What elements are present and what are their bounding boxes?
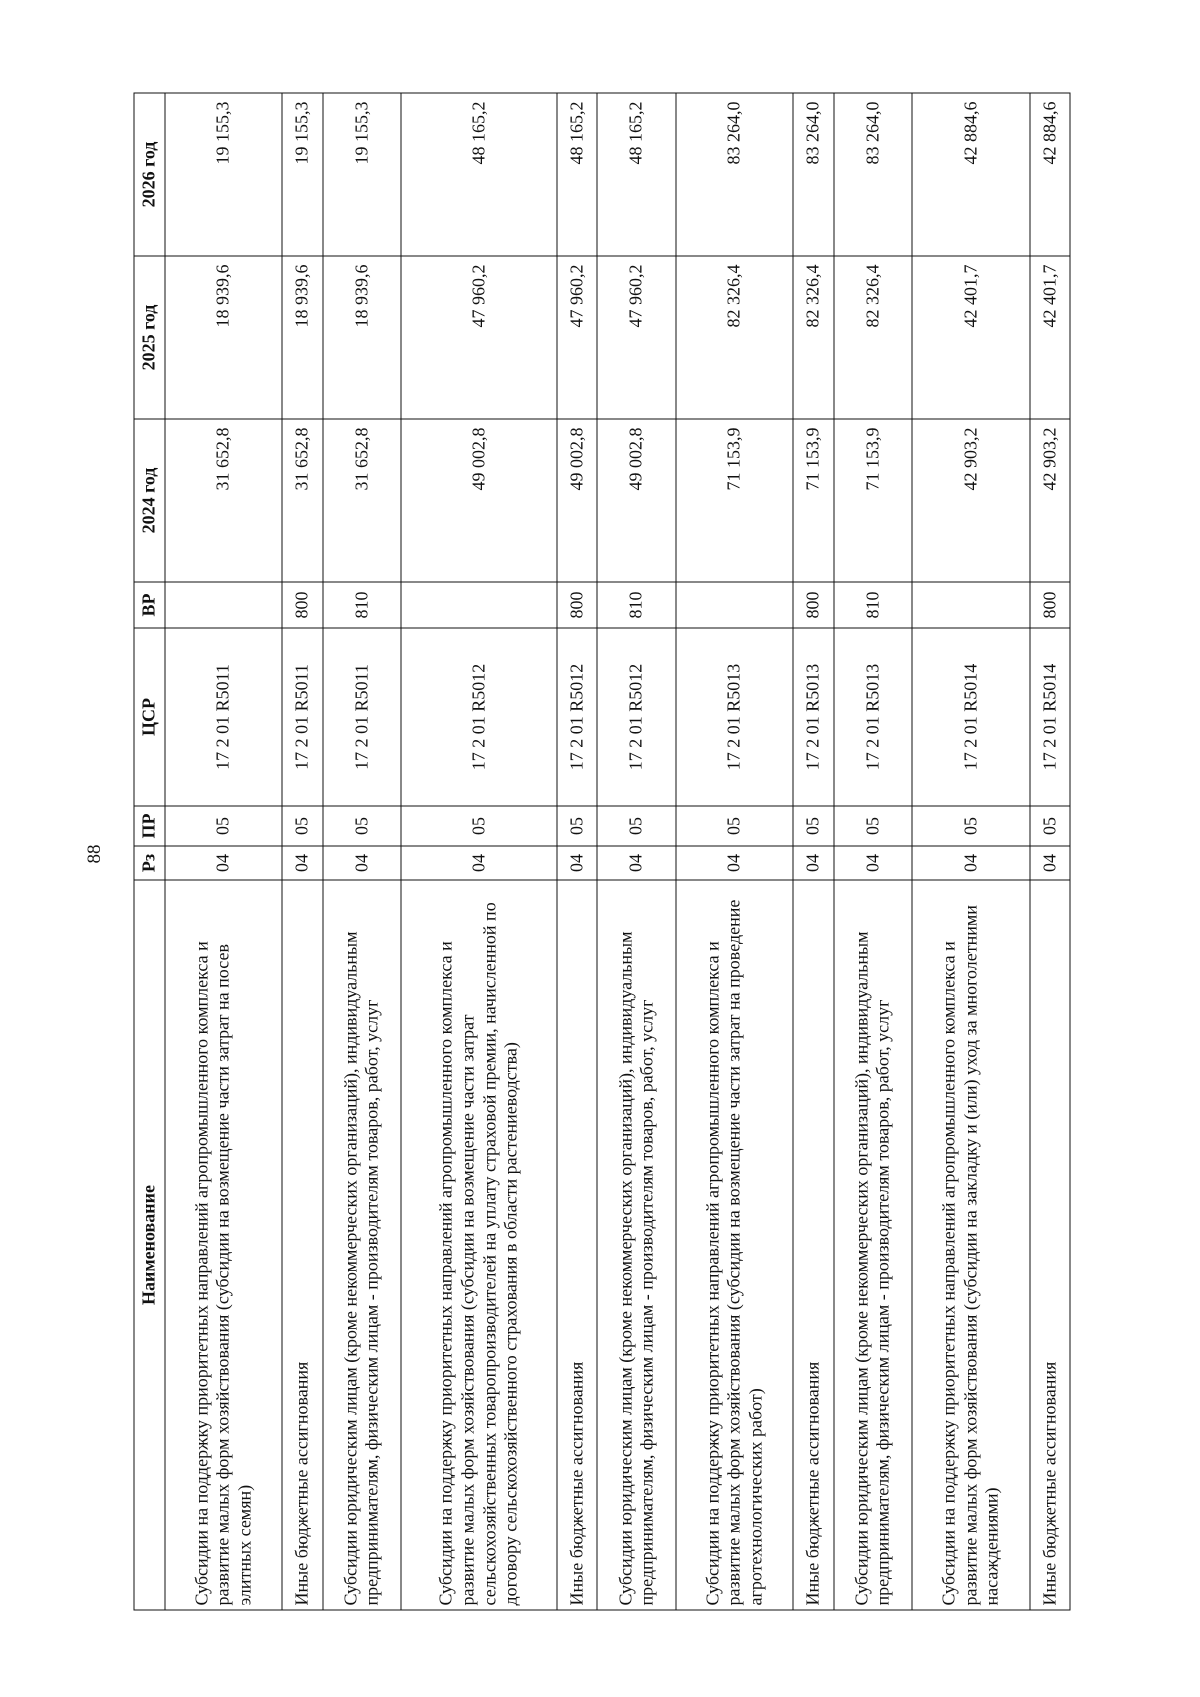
cell-2024: 71 153,9 [833,419,912,582]
header-rz: Рз [134,846,165,880]
cell-pr: 05 [676,806,793,846]
table-header [134,93,165,1610]
header-pr: ПР [134,806,165,846]
cell-2025: 82 326,4 [793,256,833,419]
cell-rz: 04 [676,846,793,880]
cell-pr: 05 [322,806,401,846]
cell-2025: 18 939,6 [322,256,401,419]
cell-2025: 82 326,4 [833,256,912,419]
cell-pr: 05 [597,806,676,846]
cell-2024: 42 903,2 [1029,419,1069,582]
cell-csr: 17 2 01 R5011 [282,628,322,806]
cell-rz: 04 [322,846,401,880]
cell-2026: 83 264,0 [793,93,833,256]
cell-2024: 49 002,8 [597,419,676,582]
cell-vr: 810 [833,582,912,628]
cell-2026: 19 155,3 [322,93,401,256]
header-name: Наименование [134,880,165,1610]
cell-name: Иные бюджетные ассигнования [793,880,833,1610]
cell-2025: 18 939,6 [165,256,282,419]
header-2025: 2025 год [134,256,165,419]
table-row [282,93,322,1610]
cell-2024: 49 002,8 [557,419,597,582]
cell-csr: 17 2 01 R5011 [322,628,401,806]
header-vr: ВР [134,582,165,628]
cell-2026: 83 264,0 [676,93,793,256]
cell-2025: 42 401,7 [912,256,1029,419]
cell-name: Иные бюджетные ассигнования [1029,880,1069,1610]
table-row [833,93,912,1610]
cell-vr [401,582,557,628]
cell-csr: 17 2 01 R5012 [401,628,557,806]
cell-vr: 810 [597,582,676,628]
cell-pr: 05 [793,806,833,846]
cell-2024: 31 652,8 [165,419,282,582]
cell-2024: 71 153,9 [676,419,793,582]
cell-2026: 19 155,3 [165,93,282,256]
cell-rz: 04 [912,846,1029,880]
cell-name: Субсидии юридическим лицам (кроме некоммерческих организаций), индивидуальным предпринимателям, физическим лицам - производителям товаров, работ, услуг [322,880,401,1610]
cell-pr: 05 [1029,806,1069,846]
cell-rz: 04 [282,846,322,880]
cell-vr: 800 [1029,582,1069,628]
cell-pr: 05 [912,806,1029,846]
cell-2025: 18 939,6 [282,256,322,419]
cell-name: Иные бюджетные ассигнования [557,880,597,1610]
cell-vr: 800 [793,582,833,628]
cell-pr: 05 [282,806,322,846]
cell-2025: 47 960,2 [597,256,676,419]
cell-pr: 05 [557,806,597,846]
cell-csr: 17 2 01 R5014 [1029,628,1069,806]
budget-table [133,92,1070,1610]
cell-2026: 48 165,2 [597,93,676,256]
cell-rz: 04 [165,846,282,880]
cell-rz: 04 [557,846,597,880]
cell-2024: 31 652,8 [282,419,322,582]
cell-2024: 31 652,8 [322,419,401,582]
cell-pr: 05 [401,806,557,846]
header-row [134,93,165,1610]
cell-name: Субсидии юридическим лицам (кроме некоммерческих организаций), индивидуальным предпринимателям, физическим лицам - производителям товаров, работ, услуг [833,880,912,1610]
cell-name: Субсидии на поддержку приоритетных направлений агропромышленного комплекса и развитие малых форм хозяйствования (субсидии на возмещение части затрат на посев элитных семян) [165,880,282,1610]
cell-2025: 47 960,2 [401,256,557,419]
cell-name: Субсидии юридическим лицам (кроме некоммерческих организаций), индивидуальным предпринимателям, физическим лицам - производителям товаров, работ, услуг [597,880,676,1610]
table-row [165,93,282,1610]
cell-vr [912,582,1029,628]
table-row [912,93,1029,1610]
header-2026: 2026 год [134,93,165,256]
table-row [597,93,676,1610]
cell-csr: 17 2 01 R5012 [557,628,597,806]
cell-2026: 19 155,3 [282,93,322,256]
cell-2026: 42 884,6 [912,93,1029,256]
cell-csr: 17 2 01 R5013 [793,628,833,806]
cell-csr: 17 2 01 R5012 [597,628,676,806]
cell-rz: 04 [597,846,676,880]
cell-name: Субсидии на поддержку приоритетных направлений агропромышленного комплекса и развитие малых форм хозяйствования (субсидии на возмещение части затрат сельскохозяйственных товаропроизводителей на уплату страховой премии, начисленной по договору сельскохозяйственного страхования в области растениеводства) [401,880,557,1610]
cell-rz: 04 [401,846,557,880]
cell-2024: 71 153,9 [793,419,833,582]
cell-csr: 17 2 01 R5013 [676,628,793,806]
page-number: 88 [84,844,105,864]
cell-name: Субсидии на поддержку приоритетных направлений агропромышленного комплекса и развитие малых форм хозяйствования (субсидии на закладку и (или) уход за многолетними насаждениями) [912,880,1029,1610]
cell-rz: 04 [1029,846,1069,880]
budget-table-container [133,92,1070,1610]
cell-rz: 04 [793,846,833,880]
table-row [401,93,557,1610]
cell-name: Субсидии на поддержку приоритетных направлений агропромышленного комплекса и развитие малых форм хозяйствования (субсидии на возмещение части затрат на проведение агротехнологических работ) [676,880,793,1610]
cell-rz: 04 [833,846,912,880]
table-row [793,93,833,1610]
cell-2024: 49 002,8 [401,419,557,582]
cell-2025: 47 960,2 [557,256,597,419]
cell-pr: 05 [833,806,912,846]
cell-csr: 17 2 01 R5013 [833,628,912,806]
cell-vr: 810 [322,582,401,628]
header-csr: ЦСР [134,628,165,806]
cell-2026: 42 884,6 [1029,93,1069,256]
cell-vr [676,582,793,628]
cell-name: Иные бюджетные ассигнования [282,880,322,1610]
cell-vr: 800 [282,582,322,628]
table-row [1029,93,1069,1610]
cell-2026: 83 264,0 [833,93,912,256]
cell-csr: 17 2 01 R5014 [912,628,1029,806]
cell-vr [165,582,282,628]
table-row [322,93,401,1610]
cell-2024: 42 903,2 [912,419,1029,582]
table-body [165,93,1070,1610]
table-row [557,93,597,1610]
cell-2025: 82 326,4 [676,256,793,419]
cell-2026: 48 165,2 [557,93,597,256]
cell-pr: 05 [165,806,282,846]
cell-csr: 17 2 01 R5011 [165,628,282,806]
cell-2026: 48 165,2 [401,93,557,256]
cell-vr: 800 [557,582,597,628]
cell-2025: 42 401,7 [1029,256,1069,419]
table-row [676,93,793,1610]
header-2024: 2024 год [134,419,165,582]
rotated-table-frame [133,92,1070,1610]
